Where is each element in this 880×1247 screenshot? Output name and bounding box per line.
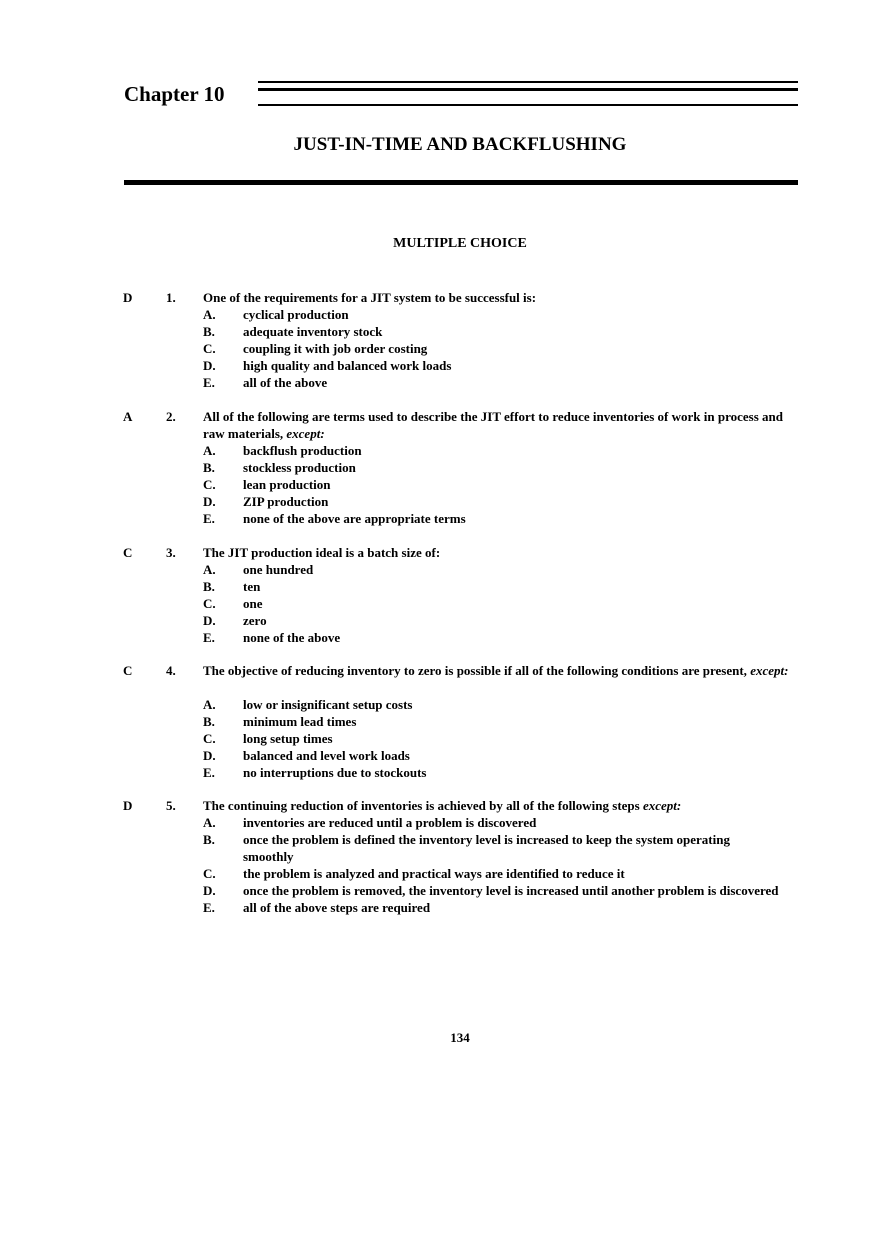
option-letter: B. (203, 324, 215, 339)
option-letter: D. (203, 883, 216, 898)
option-text: zero (243, 613, 267, 628)
option-item (203, 814, 803, 831)
title-rule (124, 180, 798, 185)
option-text: balanced and level work loads (243, 748, 410, 763)
option-item (203, 340, 803, 357)
option-letter: E. (203, 375, 215, 390)
option-letter: C. (203, 341, 216, 356)
option-item (203, 730, 803, 747)
page-number: 134 (450, 1030, 470, 1045)
option-item (203, 459, 803, 476)
option-text: inventories are reduced until a problem is discovered (243, 815, 537, 830)
option-letter: B. (203, 832, 215, 847)
option-letter: D. (203, 748, 216, 763)
option-text: one (243, 596, 263, 611)
option-letter: D. (203, 494, 216, 509)
option-item (203, 374, 803, 391)
option-letter: E. (203, 511, 215, 526)
option-letter: C. (203, 477, 216, 492)
option-letter: C. (203, 731, 216, 746)
option-item (203, 561, 803, 578)
option-list (203, 561, 803, 646)
option-letter: A. (203, 562, 216, 577)
option-item (203, 831, 803, 865)
option-item (203, 764, 803, 781)
option-letter: C. (203, 866, 216, 881)
option-item (203, 612, 803, 629)
question-number: 5. (166, 798, 176, 813)
option-letter: D. (203, 358, 216, 373)
answer-key: D (123, 290, 133, 305)
option-item (203, 306, 803, 323)
option-text: once the problem is removed, the inventory level is increased until another problem is discovered (243, 883, 779, 898)
option-text: ZIP production (243, 494, 329, 509)
option-text: coupling it with job order costing (243, 341, 428, 356)
option-list (203, 442, 803, 527)
option-list (203, 306, 803, 391)
question-number: 1. (166, 290, 176, 305)
question-stem: The objective of reducing inventory to zero is possible if all of the following conditions are present, except: (203, 663, 789, 678)
option-letter: A. (203, 697, 216, 712)
option-text: minimum lead times (243, 714, 357, 729)
option-text: all of the above (243, 375, 328, 390)
option-letter: A. (203, 815, 216, 830)
answer-key: D (123, 798, 133, 813)
option-text: once the problem is defined the inventory level is increased to keep the system operating smoothly (243, 832, 730, 864)
option-letter: E. (203, 900, 215, 915)
option-item (203, 578, 803, 595)
option-letter: B. (203, 460, 215, 475)
option-text: all of the above steps are required (243, 900, 431, 915)
option-item (203, 882, 803, 899)
answer-key: A (123, 409, 133, 424)
option-item (203, 442, 803, 459)
question-number: 3. (166, 545, 176, 560)
question-stem: All of the following are terms used to describe the JIT effort to reduce inventories of work in process and raw materials, except: (203, 409, 784, 441)
option-text: cyclical production (243, 307, 349, 322)
option-text: ten (243, 579, 261, 594)
option-text: long setup times (243, 731, 333, 746)
option-item (203, 696, 803, 713)
option-text: none of the above are appropriate terms (243, 511, 466, 526)
option-item (203, 595, 803, 612)
option-item (203, 476, 803, 493)
option-item (203, 713, 803, 730)
question-stem: One of the requirements for a JIT system to be successful is: (203, 290, 537, 305)
option-text: lean production (243, 477, 331, 492)
option-text: none of the above (243, 630, 341, 645)
option-text: adequate inventory stock (243, 324, 383, 339)
option-list (203, 814, 803, 916)
question-number: 2. (166, 409, 176, 424)
option-letter: C. (203, 596, 216, 611)
option-letter: A. (203, 443, 216, 458)
option-text: low or insignificant setup costs (243, 697, 413, 712)
header-rule-top (258, 81, 798, 83)
option-item (203, 323, 803, 340)
option-text: stockless production (243, 460, 356, 475)
header-rule-middle (258, 88, 798, 91)
option-letter: B. (203, 579, 215, 594)
option-letter: D. (203, 613, 216, 628)
stem-emphasis: except: (642, 798, 682, 813)
question-number: 4. (166, 663, 176, 678)
option-text: backflush production (243, 443, 362, 458)
chapter-label: Chapter 10 (124, 82, 225, 106)
option-item (203, 493, 803, 510)
question-stem: The continuing reduction of inventories is achieved by all of the following steps except: (203, 798, 682, 813)
option-text: no interruptions due to stockouts (243, 765, 427, 780)
option-item (203, 747, 803, 764)
option-item (203, 865, 803, 882)
option-item (203, 629, 803, 646)
option-item (203, 899, 803, 916)
answer-key: C (123, 545, 133, 560)
header-rule-bottom (258, 104, 798, 106)
option-letter: E. (203, 765, 215, 780)
option-text: high quality and balanced work loads (243, 358, 452, 373)
answer-key: C (123, 663, 133, 678)
chapter-title: JUST-IN-TIME AND BACKFLUSHING (293, 134, 627, 155)
option-list (203, 696, 803, 781)
option-item (203, 510, 803, 527)
option-text: the problem is analyzed and practical ways are identified to reduce it (243, 866, 625, 881)
option-letter: E. (203, 630, 215, 645)
section-heading: MULTIPLE CHOICE (393, 236, 527, 251)
stem-emphasis: except: (286, 426, 325, 441)
option-letter: A. (203, 307, 216, 322)
option-item (203, 357, 803, 374)
stem-emphasis: except: (750, 663, 789, 678)
question-stem: The JIT production ideal is a batch size of: (203, 545, 441, 560)
option-letter: B. (203, 714, 215, 729)
option-text: one hundred (243, 562, 314, 577)
